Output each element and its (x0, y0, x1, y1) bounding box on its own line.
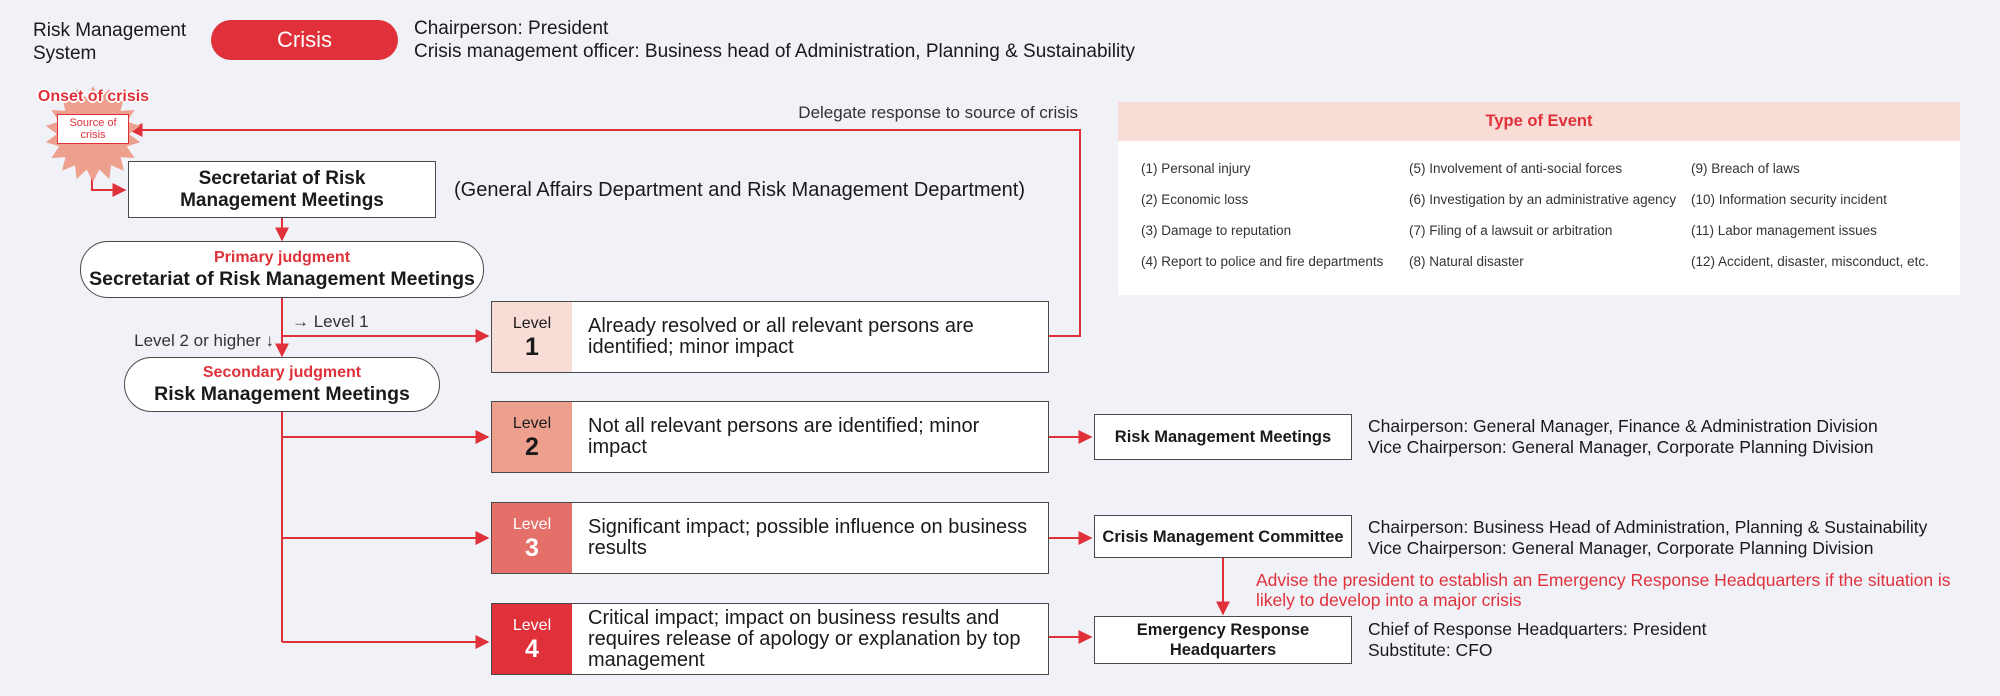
route-level1-label: → Level 1 (292, 312, 369, 331)
crisis-management-committee-box: Crisis Management Committee (1094, 515, 1352, 558)
secretariat-departments: (General Affairs Department and Risk Management Department) (454, 179, 1026, 201)
level-4-row (491, 603, 1049, 675)
delegate-label: Delegate response to source of crisis (798, 103, 1078, 122)
level-1-description: Already resolved or all relevant persons are identified; minor impact (588, 315, 974, 358)
event-item: (9) Breach of laws (1691, 161, 1800, 176)
onset-title: Onset of crisis (37, 88, 150, 105)
system-label: Risk Management System (33, 20, 187, 64)
level-3-description: Significant impact; possible influence on business results (588, 516, 1028, 559)
event-item: (3) Damage to reputation (1141, 223, 1292, 238)
risk-management-meetings-info: Chairperson: General Manager, Finance & Administration Division Vice Chairperson: General Manager, Corporate Planning Division (1368, 416, 1878, 457)
crisis-badge: Crisis (211, 20, 398, 60)
event-item: (10) Information security incident (1691, 192, 1887, 207)
route-level2-label: Level 2 or higher ↓ (134, 331, 274, 350)
level-2-description: Not all relevant persons are identified; minor impact (588, 415, 980, 458)
event-item: (11) Labor management issues (1691, 223, 1877, 238)
level-3-tag: Level 3 (492, 503, 572, 573)
level-1-row (491, 301, 1049, 373)
source-of-crisis-box: Source of crisis (57, 114, 129, 144)
level-4-description: Critical impact; impact on business results and requires release of apology or explanation by top management (588, 606, 1021, 671)
advise-note: Advise the president to establish an Emergency Response Headquarters if the situation is likely to develop into a major crisis (1256, 570, 1951, 610)
event-item: (6) Investigation by an administrative agency (1409, 192, 1677, 207)
event-item: (1) Personal injury (1141, 161, 1251, 176)
type-of-event-title: Type of Event (1118, 102, 1960, 141)
risk-management-meetings-box: Risk Management Meetings (1094, 414, 1352, 460)
level-2-tag: Level 2 (492, 402, 572, 472)
crisis-management-committee-info: Chairperson: Business Head of Administration, Planning & Sustainability Vice Chairperson: General Manager, Corporate Planning Division (1368, 517, 1928, 558)
level-2-row (491, 401, 1049, 473)
secondary-judgment-box: Secondary judgment Risk Management Meetings (124, 357, 440, 412)
event-item: (7) Filing of a lawsuit or arbitration (1409, 223, 1613, 238)
type-of-event-panel (1118, 102, 1960, 295)
event-item: (5) Involvement of anti-social forces (1409, 161, 1623, 176)
event-item: (8) Natural disaster (1409, 254, 1524, 269)
event-item: (12) Accident, disaster, misconduct, etc. (1691, 254, 1929, 269)
level-1-tag: Level 1 (492, 302, 572, 372)
primary-judgment-box: Primary judgment Secretariat of Risk Management Meetings (80, 241, 484, 298)
level-4-tag: Level 4 (492, 604, 572, 674)
crisis-leadership: Chairperson: President Crisis management officer: Business head of Administration, Planning & Sustainability (414, 18, 1135, 62)
event-item: (2) Economic loss (1141, 192, 1249, 207)
emergency-response-hq-box: Emergency Response Headquarters (1094, 616, 1352, 664)
level-3-row (491, 502, 1049, 574)
emergency-response-hq-info: Chief of Response Headquarters: President Substitute: CFO (1368, 619, 1707, 660)
secretariat-box: Secretariat of Risk Management Meetings (128, 161, 436, 218)
event-item: (4) Report to police and fire departments (1141, 254, 1384, 269)
